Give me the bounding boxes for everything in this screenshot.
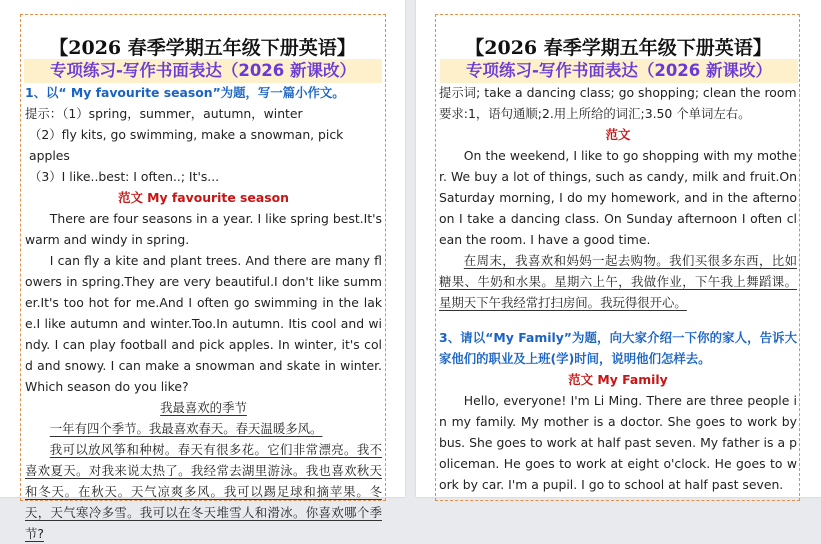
left-page	[0, 0, 405, 541]
model-essay-label: 范文	[605, 127, 631, 142]
hint-line-2: （2）fly kits, go swimming, make a snowman, pick apples	[29, 127, 344, 163]
essay-paragraph-2: Hello, everyone! I'm Li Ming. There are three people in my family. My mother is a doctor. She goes to work by bus. She goes to work at half past seven. My father is a policeman. He goes to work at eight o'clock. He goes to work by car. I'm a pupil. I go to school at half past seven.	[439, 393, 797, 492]
model-essay-title: 范文 My Family	[568, 372, 668, 387]
left-page-subtitle: 专项练习-写作书面表达（2026 新课改）	[24, 59, 382, 83]
right-page	[416, 0, 821, 497]
right-page-title: 【2026 春季学期五年级下册英语】	[465, 37, 772, 59]
chinese-paragraph-2: 我可以放风筝和种树。春天有很多花。它们非常漂亮。我不喜欢夏天。对我来说太热了。我经常去湖里游泳。我也喜欢秋天和冬天。在秋天。天气凉爽多风。我可以踢足球和摘苹果。冬天，天气寒冷多雪。我可以在冬天堆雪人和滑冰。你喜欢哪个季节?	[25, 442, 382, 541]
right-content	[439, 82, 797, 495]
model-essay-title: 范文 My favourite season	[118, 190, 289, 205]
chinese-title: 我最喜欢的季节	[160, 400, 247, 415]
hint-words: 提示词; take a dancing class; go shopping; clean the room	[439, 85, 797, 100]
requirements: 要求:1，语句通顺;2.用上所给的词汇;3.50 个单词左右。	[439, 106, 751, 121]
question-3-heading: 3、请以“My Family”为题，向大家介绍一下你的家人，告诉大家他们的职业及上班(学)时间，说明他们怎样去。	[439, 330, 797, 366]
left-content	[25, 82, 382, 544]
hint-line-3: （3）I like..best: I often..; It's...	[29, 169, 220, 184]
hint-line-1: 提示：（1）spring，summer，autumn，winter	[25, 106, 303, 121]
essay-paragraph-1: On the weekend, I like to go shopping with my mother. We buy a lot of things, such as candy, milk and fruit.On Saturday morning, I do my homework, and in the afternoon I take a dancing class. On Sunday afternoon I often clean the room. I have a good time.	[439, 148, 797, 247]
right-page-subtitle: 专项练习-写作书面表达（2026 新课改）	[440, 59, 798, 83]
chinese-paragraph-1: 一年有四个季节。我最喜欢春天。春天温暖多风。	[49, 421, 323, 436]
spacer	[439, 313, 797, 327]
question-1-heading: 1、以“ My favourite season”为题，写一篇小作文。	[25, 85, 345, 100]
chinese-paragraph-1: 在周末，我喜欢和妈妈一起去购物。我们买很多东西，比如糖果、牛奶和水果。星期六上午，我做作业，下午我上舞蹈课。星期天下午我经常打扫房间。我玩得很开心。	[439, 253, 797, 310]
left-page-title: 【2026 春季学期五年级下册英语】	[49, 37, 356, 59]
essay-paragraph-1: There are four seasons in a year. I like spring best.It's warm and windy in spring.	[25, 211, 382, 247]
essay-paragraph-2: I can fly a kite and plant trees. And there are many flowers in spring.They are very beautiful.I don't like summer.It's too hot for me.And I often go swimming in the lake.I like autumn and winter.Too.In autumn. Itis cool and windy. I can play football and pick apples. In winter, it's cold and snowy. I can make a snowman and skate in winter. Which season do you like?	[25, 253, 382, 394]
